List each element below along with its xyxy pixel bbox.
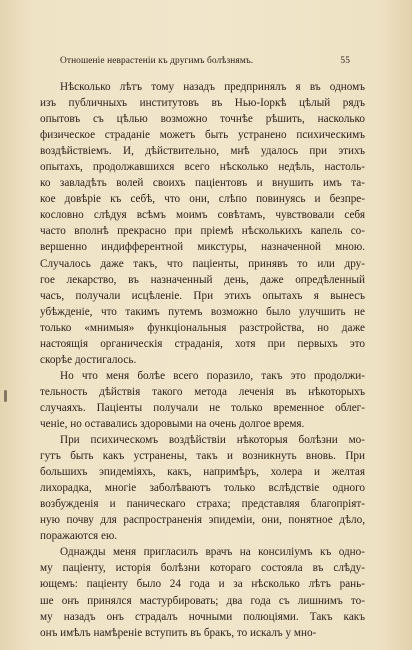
text-line: ше онъ принялся мастурбировать; два года съ лишнимъ то- [40,594,365,607]
text-line: часъ, получали исцѣленіе. При этихъ опытахъ я вынесъ [40,289,365,302]
ink-spot [4,390,7,402]
text-line: му назадъ онъ страдалъ ночными полюціями. Такъ какъ [40,610,365,623]
text-line: физическое страданіе можетъ быть устранено психическимъ [40,129,365,142]
paragraph [40,544,365,640]
text-line: Нѣсколько лѣтъ тому назадъ предпринялъ я въ одномъ [60,81,365,93]
paragraph [40,368,365,432]
paragraph [40,79,365,368]
text-line: гое лекарство, въ назначенный день, даже опредѣленный [40,273,365,286]
text-line: ченіе, но оставались здоровыми на очень долгое время. [40,417,305,430]
running-header [58,56,350,70]
body-text [40,79,365,641]
text-line: му паціенту, исторія болѣзни котораго состояла въ слѣду- [40,562,365,575]
text-line: ко завладѣть волей своихъ паціентовъ и внушить имъ та- [40,177,365,190]
text-line: скорѣе достигалось. [40,353,137,366]
text-line: убѣжденіе, что такимъ путемъ возможно было улучшить не [40,305,365,318]
text-line: изъ публичныхъ институтовъ въ Нью-Іоркѣ цѣлый рядъ [40,97,365,110]
text-line: гутъ быть какъ устранены, такъ и возникнуть вновь. При [40,450,365,463]
text-line: опытовъ съ цѣлью возможно точнѣе рѣшить, насколько [40,113,365,126]
text-line: воздѣйствіемъ. И, дѣйствительно, мнѣ удалось при этихъ [40,145,365,158]
text-line: кословно слѣдуя всѣмъ моимъ совѣтамъ, чувствовали себя [40,209,365,222]
text-line: только «мнимыя» функціональныя разстройства, но даже [40,321,365,334]
running-title: Отношеніе неврастеніи къ другимъ болѣзнямъ. [60,56,254,66]
text-line: возбужденія и паническаго страха; представляя благопріят- [40,498,365,511]
text-line: лихорадка, многіе заболѣваютъ только вслѣдствіе одного [40,482,365,495]
text-line: ющемъ: паціенту было 24 года и за нѣсколько лѣтъ рань- [40,578,365,591]
text-line: Но что меня болѣе всего поразило, такъ это продолжи- [60,369,365,382]
text-line: поражаются ею. [40,530,118,543]
text-line: опытахъ, продолжавшихся всего нѣсколько недѣль, настоль- [40,161,365,174]
text-line: онъ имѣлъ намѣреніе вступить въ бракъ, то искалъ у мно- [40,626,317,639]
text-line: тельность дѣйствія такого метода леченія въ нѣкоторыхъ [40,385,365,398]
text-line: При психическомъ воздѣйствіи нѣкоторыя болѣзни мо- [60,434,365,447]
text-line: ную почву для распространенія эпидеміи, они, понятное дѣло, [40,514,365,527]
page-number: 55 [340,56,350,66]
text-line: настоящія органическія страданія, хотя при первыхъ это [40,337,365,350]
text-line: часто вполнѣ прекрасно при пріемѣ нѣсколькихъ капель со- [40,225,365,238]
paragraph [40,432,365,544]
text-line: большихъ эпидеміяхъ, какъ, напримѣръ, холера и желтая [40,466,365,479]
text-line: кое довѣріе къ себѣ, что они, слѣпо повинуясь и безпре- [40,193,365,206]
text-line: случаяхъ. Паціенты получали не только временное облег- [40,401,365,414]
text-line: вершенно индифферентной микстуры, назначенной мною. [40,241,365,254]
text-line: Однажды меня пригласилъ врачъ на консиліумъ къ одно- [60,546,365,559]
text-line: Случалось даже такъ, что паціенты, принявъ то или дру- [40,257,365,270]
